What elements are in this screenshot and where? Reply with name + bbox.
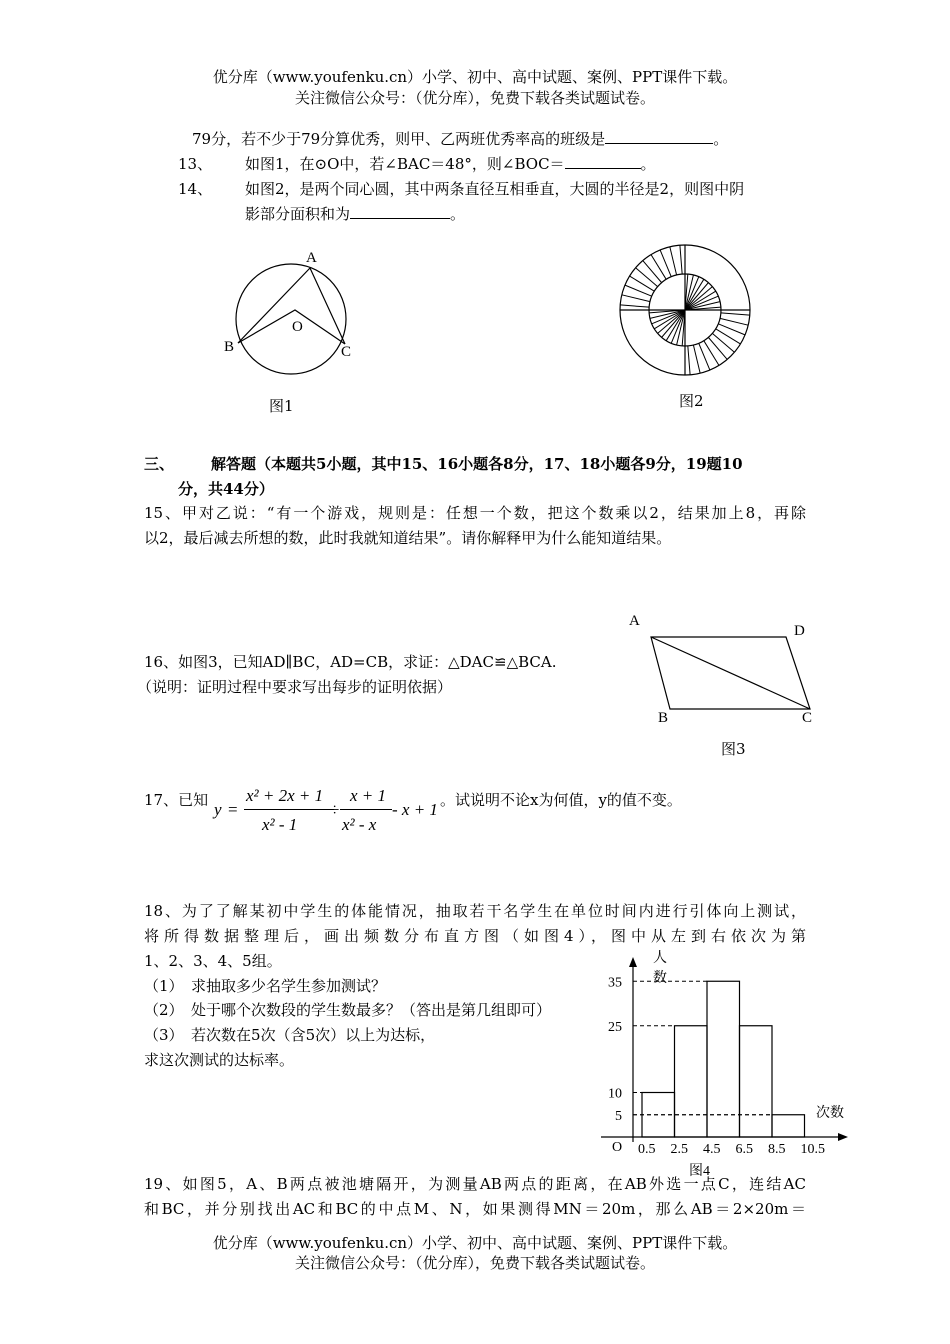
formula-y: y	[214, 800, 222, 819]
hatch-line-inner	[666, 310, 685, 341]
formula-equals: =	[228, 800, 238, 819]
question-17-suffix: 。试说明不论x为何值，y的值不变。	[440, 791, 682, 809]
hatch-line-inner	[654, 310, 685, 329]
question-14-number: 14、	[178, 180, 213, 198]
label-c: C	[802, 710, 813, 726]
hatch-line-outer	[620, 305, 649, 307]
question-12-text: 79分，若不少于79分算优秀，则甲、乙两班优秀率高的班级是	[192, 130, 606, 148]
figure-3-caption: 图3	[721, 740, 746, 758]
answer-blank-14[interactable]	[350, 204, 450, 219]
answer-blank-13[interactable]	[565, 154, 641, 169]
x-tick-label: 10.5	[800, 1142, 825, 1157]
question-18-line-1: 18、为了了解某初中学生的体能情况，抽取若干名学生在单位时间内进行引体向上测试，	[144, 902, 806, 920]
question-16-line-2: （说明：证明过程中要求写出每步的证明依据）	[137, 678, 453, 696]
histogram-bar	[675, 1026, 708, 1137]
hatch-line-outer	[636, 268, 658, 287]
label-b: B	[224, 339, 235, 355]
hatch-line-outer	[712, 333, 734, 352]
x-tick-label: 2.5	[670, 1142, 688, 1157]
histogram-bar	[740, 1026, 773, 1137]
question-13-text: 如图1，在⊙O中，若∠BAC＝48°，则∠BOC＝	[245, 155, 565, 173]
question-16-line-1: 16、如图3，已知AD∥BC，AD=CB，求证：△DAC≌△BCA.	[144, 653, 557, 671]
histogram-caption: 图4	[689, 1164, 710, 1179]
y-axis-arrow	[629, 957, 637, 967]
question-14-line-2	[245, 203, 465, 224]
figure-1	[220, 240, 370, 420]
question-18-sub-3b: 求这次测试的达标率。	[144, 1051, 295, 1069]
y-tick-label: 10	[608, 1086, 622, 1102]
question-18-sub-3: （3） 若次数在5次（含5次）以上为达标，	[144, 1026, 436, 1044]
question-17-prefix: 17、已知	[144, 791, 209, 809]
y-tick-label: 5	[615, 1108, 622, 1124]
label-d: D	[794, 623, 805, 639]
footer-line-1: 优分库（www.youfenku.cn）小学、初中、高中试题、案例、PPT课件下载。	[212, 1234, 738, 1252]
question-12-tail	[192, 128, 728, 149]
x-axis-label: 次数	[816, 1106, 844, 1121]
x-tick-label: 8.5	[768, 1142, 786, 1157]
histogram-guides	[633, 981, 772, 1115]
x-tick-label: 6.5	[735, 1142, 753, 1157]
hatch-line-outer	[721, 313, 750, 315]
question-18-line-3: 1、2、3、4、5组。	[144, 952, 282, 970]
question-18-sub-1: （1） 求抽取多少名学生参加测试？	[144, 977, 387, 995]
question-12-end: 。	[713, 130, 729, 148]
hatch-line-outer	[688, 346, 690, 375]
label-a: A	[306, 250, 317, 266]
label-o: O	[292, 319, 303, 335]
hatch-line-outer	[708, 337, 727, 359]
y-tick-label: 25	[608, 1019, 622, 1035]
x-tick-label: 4.5	[703, 1142, 721, 1157]
hatch-line-outer	[693, 345, 700, 373]
question-19-line-1: 19、如图5，A、B两点被池塘隔开，为测量AB两点的距离，在AB外选一点C，连结AC	[144, 1175, 806, 1193]
question-14-line-1: 如图2，是两个同心圆，其中两条直径互相垂直，大圆的半径是2，则图中阴	[245, 180, 745, 198]
origin-label: O	[612, 1140, 623, 1155]
answer-blank-12[interactable]	[605, 129, 713, 144]
section-3-title-line-2: 分，共44分）	[178, 480, 274, 498]
section-3-title-line-1: 解答题（本题共5小题，其中15、16小题各8分，17、18小题各9分，19题10	[211, 455, 743, 473]
label-b: B	[658, 710, 669, 726]
question-14-end: 。	[450, 205, 466, 223]
question-13	[245, 153, 656, 174]
histogram-figure-4	[595, 950, 855, 1180]
fraction-1-numerator: x² + 2x + 1	[246, 786, 324, 805]
histogram-bars	[642, 981, 805, 1137]
y-axis-label-part-1: 人	[653, 951, 667, 966]
fraction-2-bar	[340, 809, 392, 810]
question-18-line-2: 将所得数据整理后，画出频数分布直方图（如图4），图中从左到右依次为第	[144, 927, 806, 945]
hatch-line-outer	[670, 247, 677, 275]
figure-1-caption: 图1	[269, 397, 294, 415]
fraction-1-denominator: x² - 1	[262, 815, 298, 834]
hatch-line-outer	[643, 261, 662, 283]
figure-2-caption: 图2	[679, 392, 704, 410]
question-18-sub-2: （2） 处于哪个次数段的学生数最多？（答出是第几组即可）	[144, 1001, 552, 1019]
question-14-text: 影部分面积和为	[245, 205, 351, 223]
question-15-line-2: 以2，最后减去所想的数，此时我就知道结果”。请你解释甲为什么能知道结果。	[144, 529, 672, 547]
fraction-2-denominator: x² - x	[342, 815, 377, 834]
label-c: C	[341, 344, 352, 360]
figure-2	[618, 243, 754, 379]
diagonal-ac	[651, 637, 810, 709]
formula-divide: ÷	[330, 800, 340, 819]
question-13-number: 13、	[178, 155, 213, 173]
histogram-labels	[608, 975, 825, 1157]
question-13-end: 。	[640, 155, 656, 173]
question-19-line-2: 和BC，并分别找出AC和BC的中点M、N，如果测得MN＝20m，那么AB＝2×20m＝	[144, 1200, 806, 1218]
label-a: A	[629, 613, 640, 629]
x-axis-arrow	[838, 1133, 848, 1141]
question-15-line-1: 15、甲对乙说：“有一个游戏，规则是：任想一个数，把这个数乘以2，结果加上8，再除	[144, 504, 806, 522]
hatch-line-outer	[622, 295, 650, 302]
fraction-2-numerator: x + 1	[350, 786, 387, 805]
y-tick-label: 35	[608, 975, 622, 991]
header-line-2: 关注微信公众号：（优分库），免费下载各类试题试卷。	[294, 89, 655, 107]
section-3-number: 三、	[144, 455, 175, 473]
formula-tail: - x + 1	[392, 800, 438, 819]
circle-o	[236, 264, 346, 374]
histogram-bar	[772, 1115, 805, 1137]
y-axis-label-part-2: 数	[653, 971, 667, 986]
footer-line-2: 关注微信公众号：（优分库），免费下载各类试题试卷。	[294, 1254, 655, 1272]
hatch-line-inner	[685, 279, 704, 310]
header-line-1: 优分库（www.youfenku.cn）小学、初中、高中试题、案例、PPT课件下载。	[212, 68, 738, 86]
hatch-line-inner	[685, 291, 716, 310]
hatch-line-outer	[720, 318, 748, 325]
histogram-bar	[707, 981, 740, 1137]
figure-3	[620, 605, 820, 765]
fraction-1-bar	[244, 809, 334, 810]
hatch-line-outer	[680, 245, 682, 274]
x-tick-label: 0.5	[638, 1142, 656, 1157]
